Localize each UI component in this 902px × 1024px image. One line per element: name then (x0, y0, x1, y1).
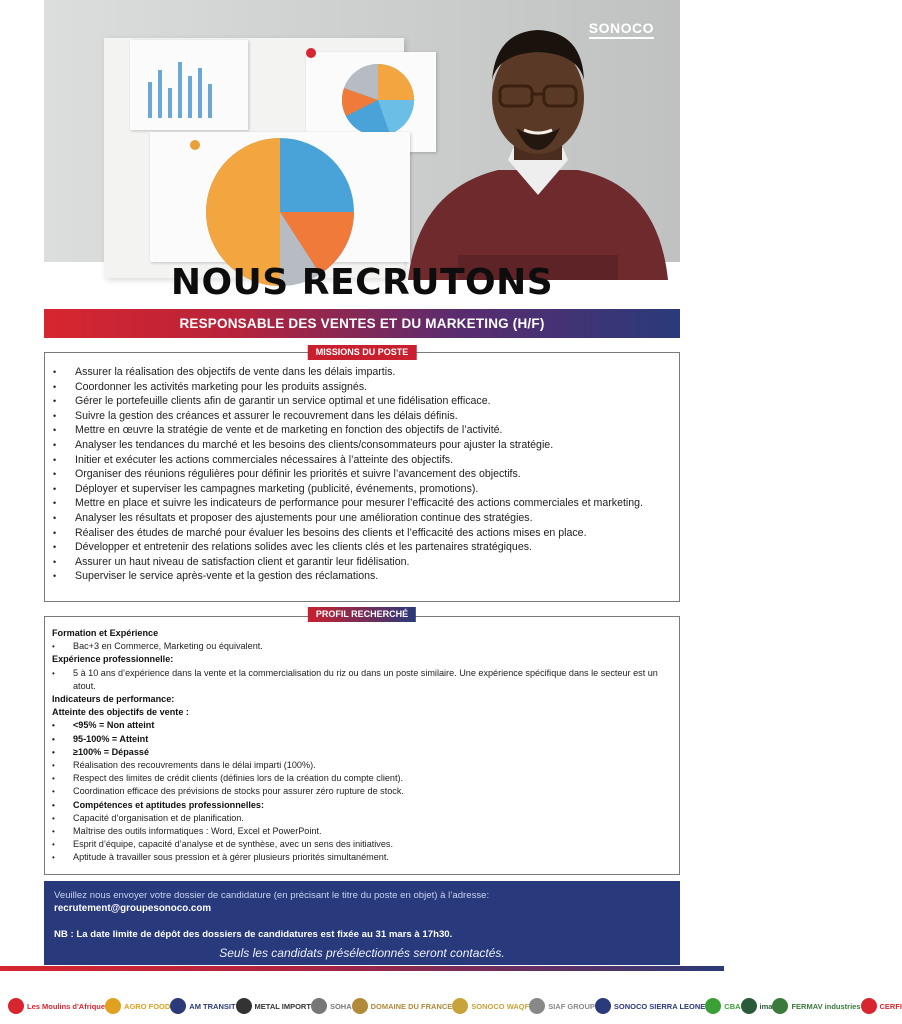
mission-item: • Réaliser des études de marché pour évaluer les besoins des clients et l’efficacité des actions mises en place. (53, 526, 671, 541)
missions-list (53, 365, 671, 584)
mission-item: • Mettre en œuvre la stratégie de vente et de marketing en fonction des objectifs de l’activité. (53, 423, 671, 438)
partner-logo (861, 998, 902, 1014)
partner-logo (170, 998, 235, 1014)
partner-logo (105, 998, 170, 1014)
partner-logo-text: SOHA (329, 1001, 352, 1011)
partner-logo-icon (105, 998, 121, 1014)
job-title: RESPONSABLE DES VENTES ET DU MARKETING (H/F) (179, 316, 545, 331)
formation-heading: Formation et Expérience (52, 628, 159, 638)
atteinte-item: • 95-100% = Atteint (52, 733, 671, 746)
hero-photo (44, 0, 680, 262)
partner-logo-icon (595, 998, 611, 1014)
atteinte-item: • ≥100% = Dépassé (52, 746, 671, 759)
large-pie-paper (150, 132, 410, 262)
partner-logo (352, 998, 453, 1014)
deadline-note: NB : La date limite de dépôt des dossiers de candidatures est fixée au 31 mars à 17h30. (54, 929, 453, 940)
mission-item: • Mettre en place et suivre les indicateurs de performance pour mesurer l’efficacité des actions commerciales et marketing. (53, 496, 671, 511)
mission-item: • Assurer un haut niveau de satisfaction client et garantir leur fidélisation. (53, 555, 671, 570)
partner-logo-icon (236, 998, 252, 1014)
competence-item: • Maîtrise des outils informatiques : Word, Excel et PowerPoint. (52, 825, 671, 838)
partner-logo-text: CERFI (879, 1001, 902, 1011)
competence-item: • Capacité d’organisation et de planification. (52, 812, 671, 825)
mission-item: • Initier et exécuter les actions commerciales nécessaires à l’atteinte des objectifs. (53, 453, 671, 468)
partner-logo (311, 998, 352, 1014)
mission-item: • Développer et entretenir des relations solides avec les clients clés et les partenaires stratégiques. (53, 540, 671, 555)
partner-logo-text: ima (759, 1001, 773, 1011)
partner-logo-icon (352, 998, 368, 1014)
partner-logos (8, 992, 902, 1020)
partner-logo-text: DOMAINE DU FRANCE (370, 1001, 453, 1011)
competences-heading: • Compétences et aptitudes professionnelles: (52, 799, 671, 812)
partner-logo (452, 998, 529, 1014)
partner-logo-text: SONOCO WAQF (471, 1001, 530, 1011)
mission-item: • Organiser des réunions régulières pour définir les priorités et suivre l’avancement des objectifs. (53, 467, 671, 482)
partner-logo-icon (170, 998, 186, 1014)
partner-logo-icon (861, 998, 877, 1014)
formation-item: • Bac+3 en Commerce, Marketing ou équivalent. (52, 640, 671, 653)
sonoco-logo-text: SONOCO (588, 20, 654, 36)
partner-logo (529, 998, 595, 1014)
partner-logo-text: Les Moulins d'Afrique (27, 1001, 106, 1011)
mission-item: • Gérer le portefeuille clients afin de garantir un service optimal et une fidélisation efficace. (53, 394, 671, 409)
contact-box (44, 881, 680, 965)
partner-logo (772, 998, 860, 1014)
partner-logo-icon (705, 998, 721, 1014)
profil-section (44, 616, 680, 875)
large-pie-illustration (150, 132, 410, 262)
partner-logo-icon (529, 998, 545, 1014)
partner-logo-icon (772, 998, 788, 1014)
atteinte-heading: Atteinte des objectifs de vente : (52, 707, 189, 718)
profil-content (52, 627, 671, 865)
job-title-banner (44, 309, 680, 338)
missions-section (44, 352, 680, 602)
mission-item: • Suivre la gestion des créances et assurer le recouvrement dans les délais définis. (53, 409, 671, 424)
partner-logo (595, 998, 705, 1014)
partner-logo-text: SONOCO SIERRA LEONE (613, 1001, 706, 1011)
missions-label: MISSIONS DU POSTE (308, 345, 417, 360)
partner-logo (236, 998, 311, 1014)
bar-chart-paper (130, 40, 248, 130)
partner-logo-text: METAL IMPORT (254, 1001, 311, 1011)
mission-item: • Analyser les résultats et proposer des ajustements pour une amélioration continue des stratégies. (53, 511, 671, 526)
man-photo (388, 20, 680, 280)
indicateurs-heading: Indicateurs de performance: (52, 694, 175, 705)
partner-logo (705, 998, 740, 1014)
mission-item: • Coordonner les activités marketing pour les produits assignés. (53, 380, 671, 395)
partner-logo-icon (8, 998, 24, 1014)
mission-item: • Déployer et superviser les campagnes marketing (publicité, événements, promotions). (53, 482, 671, 497)
indicator-item: • Coordination efficace des prévisions de stocks pour assurer zéro rupture de stock. (52, 785, 671, 798)
partner-logo-text: SIAF GROUP (548, 1001, 595, 1011)
shortlist-note: Seuls les candidats présélectionnés seront contactés. (219, 946, 505, 960)
atteinte-item: • <95% = Non atteint (52, 719, 671, 732)
indicator-item: • Réalisation des recouvrements dans le délai imparti (100%). (52, 759, 671, 772)
bar-chart-illustration (130, 40, 248, 130)
mission-item: • Assurer la réalisation des objectifs de vente dans les délais impartis. (53, 365, 671, 380)
pushpin (190, 140, 200, 150)
partner-logo-text: AGRO FOOD (124, 1001, 171, 1011)
profil-label: PROFIL RECHERCHÉ (308, 607, 416, 622)
experience-item: • 5 à 10 ans d’expérience dans la vente et la commercialisation du riz ou dans un poste similaire. Une expérience spécifique dans le secteur est un atout. (52, 667, 671, 693)
partner-logo-icon (741, 998, 757, 1014)
partner-logo-text: CBA (724, 1001, 741, 1011)
partner-logo (8, 998, 105, 1014)
indicator-item: • Respect des limites de crédit clients (définies lors de la création du compte client). (52, 772, 671, 785)
partner-logo-text: FERMAV industries (791, 1001, 861, 1011)
pushpin (306, 48, 316, 58)
page-title: NOUS RECRUTONS (170, 262, 554, 303)
partner-logo-icon (452, 998, 468, 1014)
competence-item: • Esprit d’équipe, capacité d’analyse et de synthèse, avec un sens des initiatives. (52, 838, 671, 851)
partner-logo-icon (311, 998, 327, 1014)
experience-heading: Expérience professionnelle: (52, 654, 174, 665)
mission-item: • Analyser les tendances du marché et les besoins des clients/consommateurs pour ajuster la stratégie. (53, 438, 671, 453)
footer-divider (0, 966, 724, 971)
partner-logo-text: AM TRANSIT (189, 1001, 236, 1011)
application-instruction: Veuillez nous envoyer votre dossier de candidature (en précisant le titre du poste en objet) à l’adresse: (54, 890, 490, 901)
competence-item: • Aptitude à travailler sous pression et à gérer plusieurs priorités simultanément. (52, 851, 671, 864)
sonoco-logo (589, 20, 654, 39)
partner-logo (741, 998, 773, 1014)
mission-item: • Superviser le service après-vente et la gestion des réclamations. (53, 569, 671, 584)
application-email-link[interactable]: recrutement@groupesonoco.com (54, 903, 212, 914)
